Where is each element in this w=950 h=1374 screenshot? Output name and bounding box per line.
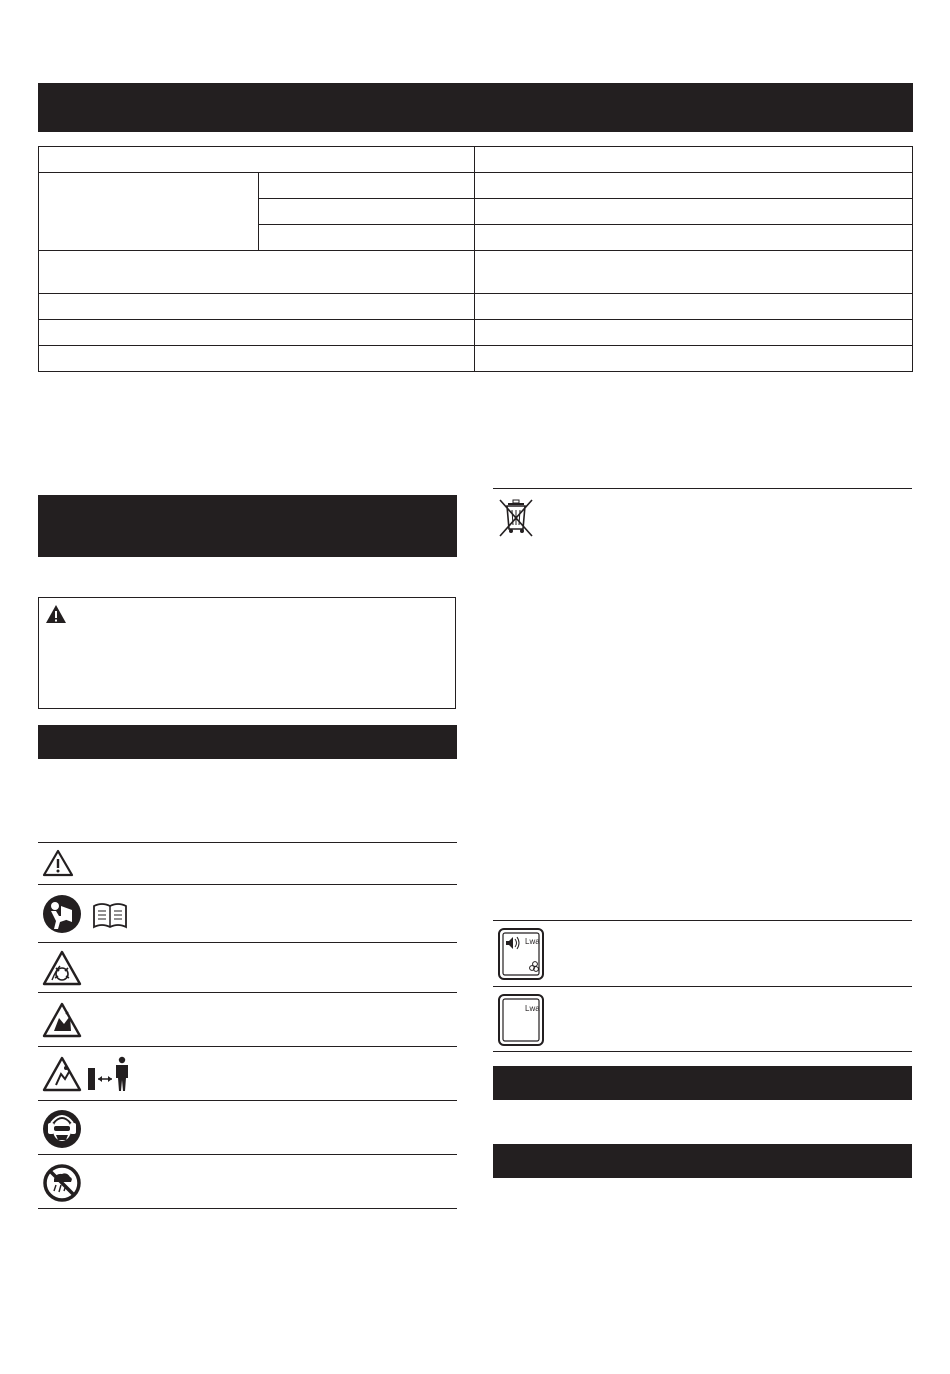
keep-distance-bystanders-icon: [42, 1054, 134, 1094]
table-row: [39, 346, 913, 372]
symbols-divider: [38, 1100, 457, 1101]
right-section-bar-1: [493, 1066, 912, 1100]
table-cell: [475, 173, 913, 199]
right-section-bar-2: [493, 1144, 912, 1178]
rotating-blade-warning-icon: [42, 950, 82, 986]
table-cell: [475, 199, 913, 225]
noise-label-lwa-icon: [498, 928, 544, 980]
table-cell: [39, 320, 475, 346]
caution-triangle-icon: [42, 849, 74, 877]
noise-divider: [493, 986, 912, 987]
symbols-section-title: [38, 725, 457, 743]
symbols-divider: [38, 884, 457, 885]
crossed-wheelie-bin-icon: [497, 497, 535, 539]
safety-section-title: [38, 495, 457, 511]
thrown-objects-warning-icon: [42, 1002, 82, 1038]
table-row: [39, 251, 913, 294]
right-section-title-1: [493, 1066, 912, 1084]
safety-section-bar: [38, 495, 457, 557]
table-cell: [39, 294, 475, 320]
symbols-divider: [38, 942, 457, 943]
table-row: [39, 294, 913, 320]
table-cell: [39, 147, 475, 173]
table-row: [39, 173, 913, 199]
table-row: [39, 320, 913, 346]
table-cell: [475, 320, 913, 346]
read-manual-icon: [42, 894, 130, 934]
symbols-divider: [38, 842, 457, 843]
specifications-table: [38, 146, 913, 372]
table-cell: [39, 346, 475, 372]
table-cell: [258, 199, 475, 225]
noise-label-lwa-plain-icon: [498, 994, 544, 1046]
symbols-section-bar: [38, 725, 457, 759]
table-cell: [39, 251, 475, 294]
symbols-divider: [38, 1154, 457, 1155]
table-cell: [475, 346, 913, 372]
noise-label-lwa-text: Lwa: [525, 937, 540, 946]
table-cell: [258, 225, 475, 251]
warning-triangle-icon: [45, 604, 67, 624]
table-cell: [39, 173, 259, 251]
symbols-divider: [38, 1208, 457, 1209]
warning-box: [38, 597, 456, 709]
wear-eye-ear-protection-icon: [42, 1109, 82, 1149]
specifications-header-bar: [38, 83, 913, 132]
disposal-divider: [493, 488, 912, 489]
noise-divider: [493, 920, 912, 921]
table-cell: [475, 251, 913, 294]
symbols-divider: [38, 1046, 457, 1047]
no-rain-exposure-icon: [42, 1163, 82, 1203]
table-cell: [475, 294, 913, 320]
table-cell: [475, 147, 913, 173]
noise-label-lwa-text: Lwa: [525, 1004, 540, 1013]
specifications-title: [38, 83, 913, 99]
right-section-title-2: [493, 1144, 912, 1162]
table-row: [39, 147, 913, 173]
table-cell: [258, 173, 475, 199]
symbols-divider: [38, 992, 457, 993]
noise-divider: [493, 1051, 912, 1052]
table-cell: [475, 225, 913, 251]
